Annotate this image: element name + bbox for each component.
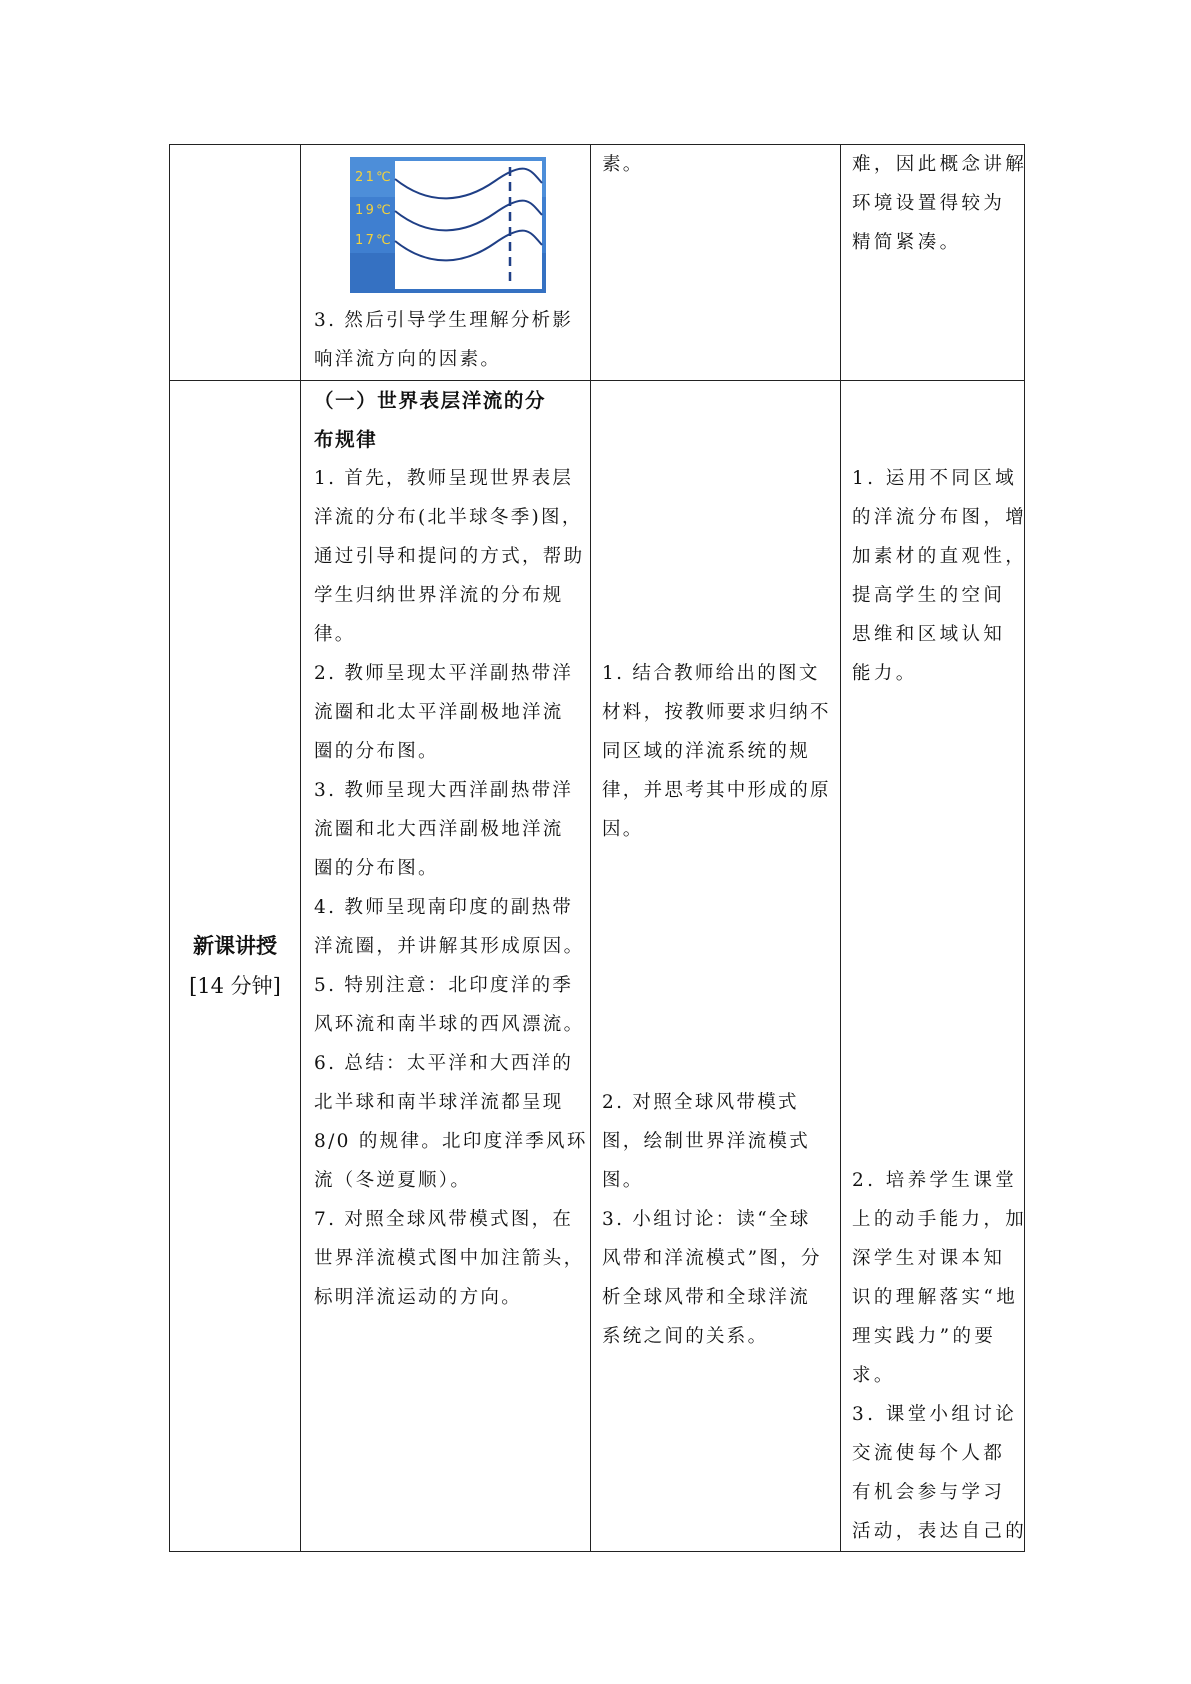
reflect-cell	[841, 381, 1028, 1552]
student-line: 因。	[602, 819, 644, 840]
teacher-line: 8/0 的规律。北印度洋季风环	[314, 1131, 588, 1152]
teacher-line: 洋流的分布(北半球冬季)图，	[314, 507, 583, 528]
teacher-line: 2. 教师呈现太平洋副热带洋	[314, 663, 574, 684]
student-cell	[591, 145, 841, 381]
isotherm-current-figure	[350, 157, 546, 293]
section-heading: 布规律	[314, 428, 378, 451]
teacher-line: 3. 然后引导学生理解分析影	[314, 310, 574, 331]
teacher-line: 世界洋流模式图中加注箭头，	[314, 1248, 585, 1269]
reflect-line: 加素材的直观性，	[852, 546, 1028, 567]
reflect-line: 思维和区域认知	[852, 624, 1006, 645]
reflect-line: 能力。	[852, 663, 918, 684]
reflect-line: 1. 运用不同区域	[852, 468, 1018, 489]
teacher-line: 圈的分布图。	[314, 858, 439, 879]
teacher-line: 圈的分布图。	[314, 741, 439, 762]
reflect-line: 环境设置得较为	[852, 193, 1006, 214]
reflect-line: 难，因此概念讲解	[852, 154, 1028, 175]
teacher-line: 流圈和北太平洋副极地洋流	[314, 702, 564, 723]
teacher-line: 流圈和北大西洋副极地洋流	[314, 819, 564, 840]
reflect-line: 2. 培养学生课堂	[852, 1170, 1018, 1191]
reflect-cell	[841, 145, 1028, 381]
teacher-line: 通过引导和提问的方式，帮助	[314, 546, 585, 567]
student-line: 律，并思考其中形成的原	[602, 780, 831, 801]
stage-time: [14 分钟]	[189, 974, 281, 998]
teacher-line: 流（冬逆夏顺）。	[314, 1170, 472, 1191]
teacher-line: 5. 特别注意：北印度洋的季	[314, 975, 574, 996]
student-line: 1. 结合教师给出的图文	[602, 663, 820, 684]
reflect-line: 求。	[852, 1365, 896, 1386]
student-line: 3. 小组讨论：读“全球	[602, 1209, 811, 1230]
student-line: 图，绘制世界洋流模式	[602, 1131, 811, 1152]
student-line: 2. 对照全球风带模式	[602, 1092, 799, 1113]
reflect-line: 深学生对课本知	[852, 1248, 1006, 1269]
reflect-line: 3. 课堂小组讨论	[852, 1404, 1018, 1425]
teacher-line: 标明洋流运动的方向。	[314, 1287, 523, 1308]
student-line: 系统之间的关系。	[602, 1326, 769, 1347]
figure-label-19: 19℃	[355, 203, 394, 218]
teacher-line: 6. 总结：太平洋和大西洋的	[314, 1053, 574, 1074]
stage-cell-empty	[170, 145, 301, 381]
stage-title: 新课讲授	[193, 934, 277, 958]
figure-label-17: 17℃	[355, 233, 394, 248]
stage-cell	[170, 381, 301, 1552]
student-line: 图。	[602, 1170, 644, 1191]
reflect-line: 的洋流分布图，增	[852, 507, 1028, 528]
teacher-line: 洋流圈，并讲解其形成原因。	[314, 936, 585, 957]
lesson-plan-table	[169, 144, 1028, 1552]
teacher-line: 风环流和南半球的西风漂流。	[314, 1014, 585, 1035]
table-row	[170, 145, 1025, 381]
reflect-line: 提高学生的空间	[852, 585, 1006, 606]
teacher-line: 北半球和南半球洋流都呈现	[314, 1092, 564, 1113]
section-heading: （一）世界表层洋流的分	[314, 389, 547, 412]
student-cell	[591, 381, 841, 1552]
student-line: 素。	[602, 154, 644, 175]
reflect-line: 理实践力”的要	[852, 1326, 997, 1347]
student-line: 析全球风带和全球洋流	[602, 1287, 811, 1308]
student-line: 同区域的洋流系统的规	[602, 741, 811, 762]
table-row	[170, 381, 1025, 1552]
teacher-line: 律。	[314, 624, 356, 645]
teacher-cell	[301, 145, 591, 381]
reflect-line: 精简紧凑。	[852, 232, 962, 253]
reflect-line: 交流使每个人都	[852, 1443, 1006, 1464]
figure-label-21: 21℃	[355, 170, 394, 185]
student-line: 风带和洋流模式”图，分	[602, 1248, 822, 1269]
teacher-line: 4. 教师呈现南印度的副热带	[314, 897, 574, 918]
reflect-line: 上的动手能力，加	[852, 1209, 1028, 1230]
teacher-line: 学生归纳世界洋流的分布规	[314, 585, 564, 606]
reflect-line: 有机会参与学习	[852, 1482, 1006, 1503]
reflect-line: 活动，表达自己的	[852, 1521, 1028, 1542]
teacher-cell	[301, 381, 591, 1552]
teacher-line: 响洋流方向的因素。	[314, 349, 502, 370]
teacher-line: 3. 教师呈现大西洋副热带洋	[314, 780, 574, 801]
teacher-line: 7. 对照全球风带模式图，在	[314, 1209, 574, 1230]
reflect-line: 识的理解落实“地	[852, 1287, 1019, 1308]
student-line: 材料，按教师要求归纳不	[602, 702, 831, 723]
teacher-line: 1. 首先，教师呈现世界表层	[314, 468, 574, 489]
